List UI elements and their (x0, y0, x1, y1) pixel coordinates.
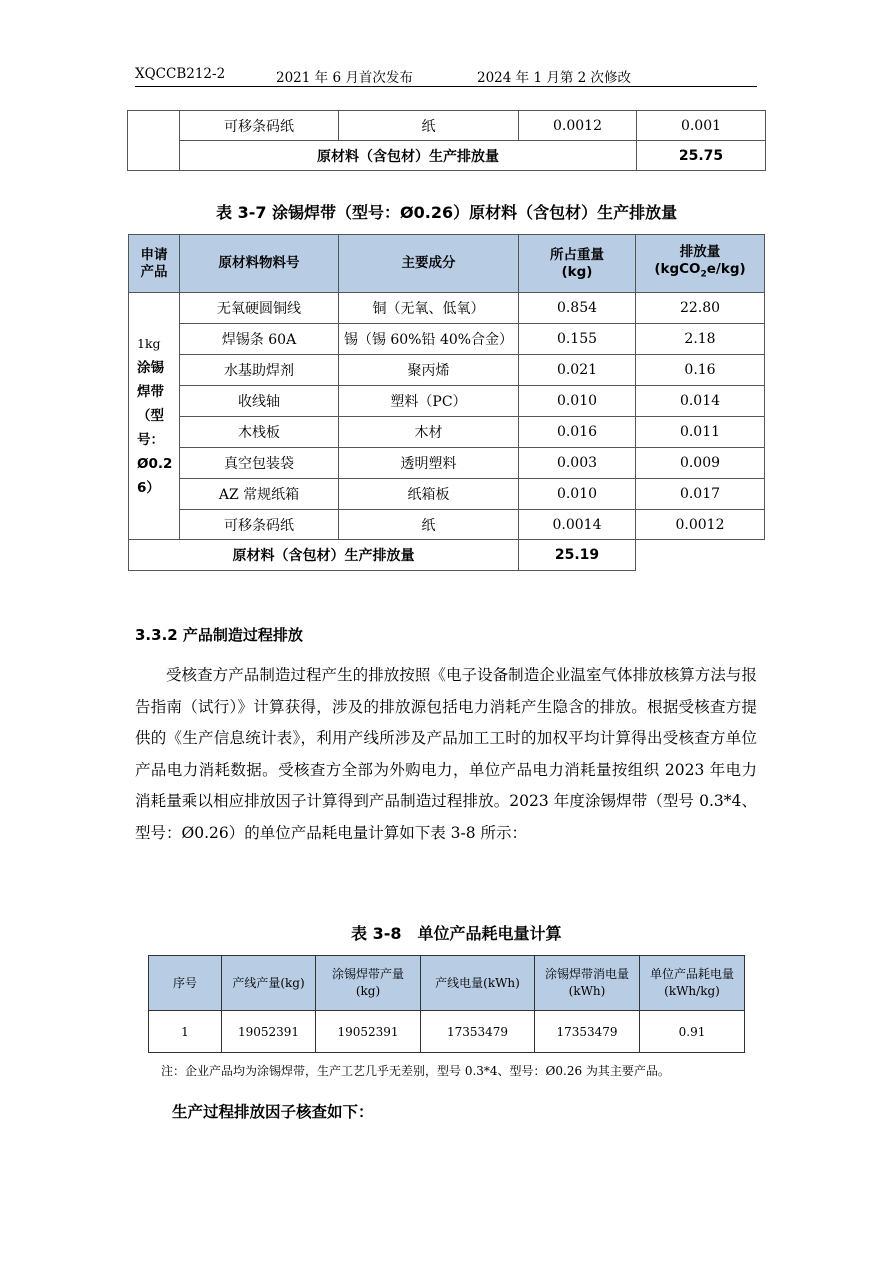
table-row (129, 293, 765, 324)
header-index: 序号 (149, 956, 222, 1011)
header-emission (636, 235, 765, 293)
cell-emission: 2.18 (636, 324, 765, 355)
cell-material: 可移条码纸 (180, 510, 339, 540)
cell-component: 纸箱板 (339, 479, 519, 510)
cell-weight: 0.021 (519, 355, 636, 386)
product-cell (129, 293, 180, 540)
header-line-output: 产线产量(kg) (222, 956, 316, 1011)
table-3-8-caption: 表 3-8 单位产品耗电量计算 (351, 924, 562, 943)
header-component: 主要成分 (339, 235, 519, 293)
cell-material: 水基助焊剂 (180, 355, 339, 386)
cell-material: 收线轴 (180, 386, 339, 417)
table-row (129, 324, 765, 355)
header-weight-unit: (kg) (561, 263, 593, 280)
cell-emission: 0.011 (636, 417, 765, 448)
table-row (128, 111, 766, 141)
header-product: 申请产品 (129, 235, 180, 293)
table-row (129, 510, 765, 540)
header-emission-label: 排放量 (679, 243, 721, 260)
header-ribbon-output: 涂锡焊带产量(kg) (316, 956, 421, 1011)
header-emission-unit: (kgCO$_2$e/kg) (654, 260, 746, 280)
cell-weight: 0.003 (519, 448, 636, 479)
cell-weight: 0.010 (519, 386, 636, 417)
cell-material: 可移条码纸 (180, 111, 339, 141)
total-label: 原材料（含包材）生产排放量 (180, 141, 637, 171)
header-weight-label: 所占重量 (550, 246, 604, 263)
header-material: 原材料物料号 (180, 235, 339, 293)
cell-material: 木栈板 (180, 417, 339, 448)
header-weight (519, 235, 636, 293)
cell-emission: 0.001 (637, 111, 766, 141)
cell-emission: 0.0012 (636, 510, 765, 540)
header-line-power: 产线电量(kWh) (421, 956, 535, 1011)
cell-weight: 0.155 (519, 324, 636, 355)
header-unit-power: 单位产品耗电量(kWh/kg) (640, 956, 745, 1011)
cell-weight: 0.010 (519, 479, 636, 510)
cell-unit-power: 0.91 (640, 1011, 745, 1053)
cell-weight: 0.854 (519, 293, 636, 324)
table-row (129, 417, 765, 448)
section-paragraph: 受核查方产品制造过程产生的排放按照《电子设备制造企业温室气体排放核算方法与报告指南（试行）》计算获得，涉及的排放源包括电力消耗产生隐含的排放。根据受核查方提供的《生产信息统计表》，利用产线所涉及产品加工工时的加权平均计算得出受核查方单位产品电力消耗数据。受核查方全部为外购电力，单位产品电力消耗量按组织 2023 年电力消耗量乘以相应排放因子计算得到产品制造过程排放。2023 年度涂锡焊带（型号 0.3*4、型号：Ø0.26）的单位产品耗电量计算如下表 3-8 所示： (135, 666, 757, 842)
cell-emission: 0.014 (636, 386, 765, 417)
cell-line-output: 19052391 (222, 1011, 316, 1053)
subheading: 生产过程排放因子核查如下： (172, 1103, 374, 1121)
table-row (129, 386, 765, 417)
cell-component: 透明塑料 (339, 448, 519, 479)
cell-component: 聚丙烯 (339, 355, 519, 386)
table-header-row (129, 235, 765, 293)
table-row (129, 448, 765, 479)
total-value: 25.75 (637, 141, 766, 171)
table-header-row (149, 956, 745, 1011)
table-row (149, 1011, 745, 1053)
cell-component: 锡（锡 60%铅 40%合金） (339, 324, 519, 355)
cell-material: AZ 常规纸箱 (180, 479, 339, 510)
table-3-7-caption: 表 3-7 涂锡焊带（型号：Ø0.26）原材料（含包材）生产排放量 (216, 203, 678, 222)
cell-component: 纸 (339, 510, 519, 540)
total-label: 原材料（含包材）生产排放量 (129, 540, 519, 571)
header-ribbon-power: 涂锡焊带消电量(kWh) (535, 956, 640, 1011)
table-total-row (128, 141, 766, 171)
cell-material: 焊锡条 60A (180, 324, 339, 355)
product-qty: 1kg (137, 336, 161, 351)
table-note: 注：企业产品均为涂锡焊带，生产工艺几乎无差别，型号 0.3*4、型号：Ø0.26 为其主要产品。 (161, 1064, 670, 1078)
cell-ribbon-power: 17353479 (535, 1011, 640, 1053)
cell-component: 铜（无氧、低氧） (339, 293, 519, 324)
cell-emission: 0.009 (636, 448, 765, 479)
table-previous-continued (127, 110, 766, 171)
revision-date: 2024 年 1 月第 2 次修改 (477, 70, 631, 86)
doc-code: XQCCB212-2 (135, 66, 226, 82)
cell-component: 塑料（PC） (339, 386, 519, 417)
section-heading: 3.3.2 产品制造过程排放 (135, 626, 303, 644)
cell-emission: 0.017 (636, 479, 765, 510)
table-3-8 (148, 955, 745, 1053)
table-total-row (129, 540, 765, 571)
cell-material: 真空包装袋 (180, 448, 339, 479)
cell-line-power: 17353479 (421, 1011, 535, 1053)
cell-index: 1 (149, 1011, 222, 1053)
cell-weight: 0.0012 (519, 111, 637, 141)
page-header (135, 64, 757, 86)
cell-weight: 0.016 (519, 417, 636, 448)
cell-component: 纸 (339, 111, 519, 141)
cell-emission: 0.16 (636, 355, 765, 386)
product-name: 涂锡焊带（型号：Ø0.26） (137, 360, 173, 496)
cell-ribbon-output: 19052391 (316, 1011, 421, 1053)
table-row (129, 479, 765, 510)
cell-emission: 22.80 (636, 293, 765, 324)
cell-weight: 0.0014 (519, 510, 636, 540)
table-row (129, 355, 765, 386)
cell-material: 无氧硬圆铜线 (180, 293, 339, 324)
cell-component: 木材 (339, 417, 519, 448)
header-divider (135, 86, 757, 87)
first-release-date: 2021 年 6 月首次发布 (276, 70, 413, 86)
table-3-7 (128, 234, 765, 571)
total-value: 25.19 (519, 540, 636, 571)
product-cell-empty (128, 111, 180, 171)
